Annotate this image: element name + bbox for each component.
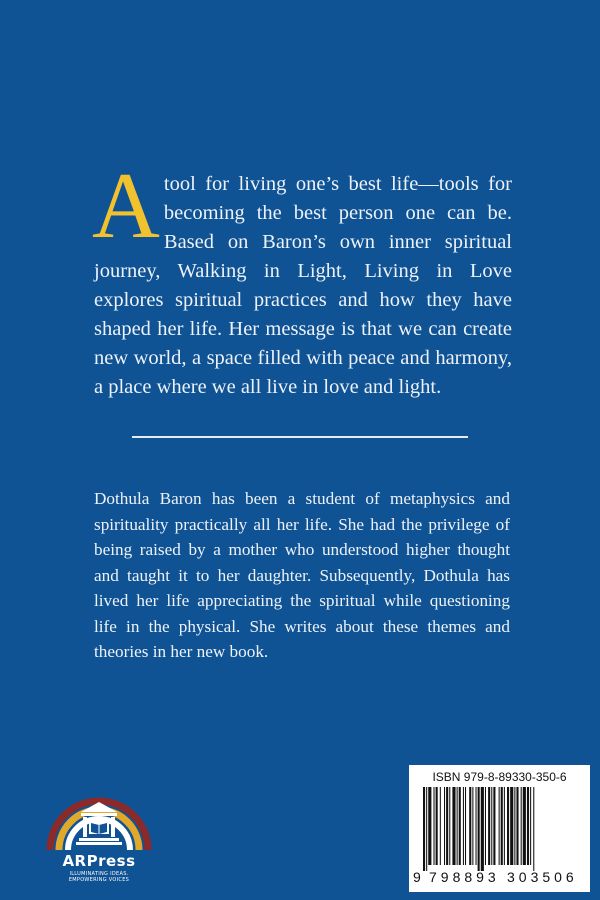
- barcode-bar: [436, 787, 438, 865]
- barcode-bar: [504, 787, 505, 865]
- barcode-bar: [507, 787, 509, 865]
- barcode-bar: [523, 787, 526, 865]
- barcode-bar: [472, 787, 473, 865]
- drop-cap: A: [92, 154, 160, 258]
- publisher-tagline-line-2: EMPOWERING VOICES: [68, 877, 130, 883]
- barcode-right-group: 303506: [507, 869, 578, 885]
- barcode-bar: [426, 787, 427, 871]
- publisher-name: ARPress: [62, 852, 136, 870]
- barcode-bar: [510, 787, 513, 865]
- barcode-bar: [465, 787, 466, 865]
- publisher-logo: [40, 770, 158, 890]
- publisher-tagline: [40, 871, 158, 883]
- barcode-bar: [527, 787, 529, 865]
- barcode-bar: [423, 787, 425, 871]
- barcode-bar: [440, 787, 441, 865]
- barcode-bar: [521, 787, 522, 865]
- barcode-bar: [452, 787, 455, 865]
- barcode-bar: [469, 787, 471, 865]
- isbn-label: ISBN 979-8-89330-350-6: [432, 770, 567, 784]
- barcode-bar: [499, 787, 500, 865]
- barcode-left-group: 798893: [429, 869, 500, 885]
- barcode-icon: [421, 787, 581, 871]
- barcode-bar: [446, 787, 448, 865]
- divider-rule: [132, 436, 468, 438]
- barcode-bar: [449, 787, 450, 865]
- barcode-bar: [463, 787, 464, 865]
- publisher-tagline-line-1: ILLUMINATING IDEAS.: [69, 871, 129, 877]
- barcode-bar: [514, 787, 515, 865]
- barcode-bar: [434, 787, 435, 865]
- barcode-bar: [491, 787, 492, 865]
- author-bio: Dothula Baron has been a student of metaphysics and spirituality practically all her life. She had the privilege of being raised by a mother who understood higher thought and taught it to her daughter. Subsequently, Dothula has lived her life appreciating the spiritual while questioning life in the physical. She writes about these themes and theories in her new book.: [94, 489, 510, 661]
- barcode-bar: [476, 787, 477, 865]
- barcode-bar: [457, 787, 458, 865]
- barcode-bar: [485, 787, 486, 865]
- barcode-bar: [493, 787, 495, 865]
- barcode-bar: [533, 787, 534, 871]
- barcode-bar: [478, 787, 480, 871]
- barcode-bar: [444, 787, 445, 865]
- barcode-bar: [481, 787, 484, 871]
- back-cover-blurb: [92, 154, 512, 402]
- publisher-emblem-icon: [40, 770, 158, 854]
- barcode-bar: [530, 787, 531, 865]
- barcode-lead-digit: 9: [413, 869, 421, 885]
- barcode-bar: [501, 787, 503, 865]
- barcode-bar: [459, 787, 461, 865]
- barcode-bar: [428, 787, 431, 865]
- isbn-barcode: [409, 765, 590, 892]
- barcode-bar: [516, 787, 518, 865]
- blurb-text: tool for living one’s best life—tools for becoming the best person one can be. Based on Baron’s own inner spiritual journey, Walking in Light, Living in Love explores spiritual practices and how they have shaped her life. Her message is that we can create new world, a space filled with peace and harmony, a place where we all live in love and light.: [94, 173, 512, 398]
- barcode-bar: [488, 787, 490, 865]
